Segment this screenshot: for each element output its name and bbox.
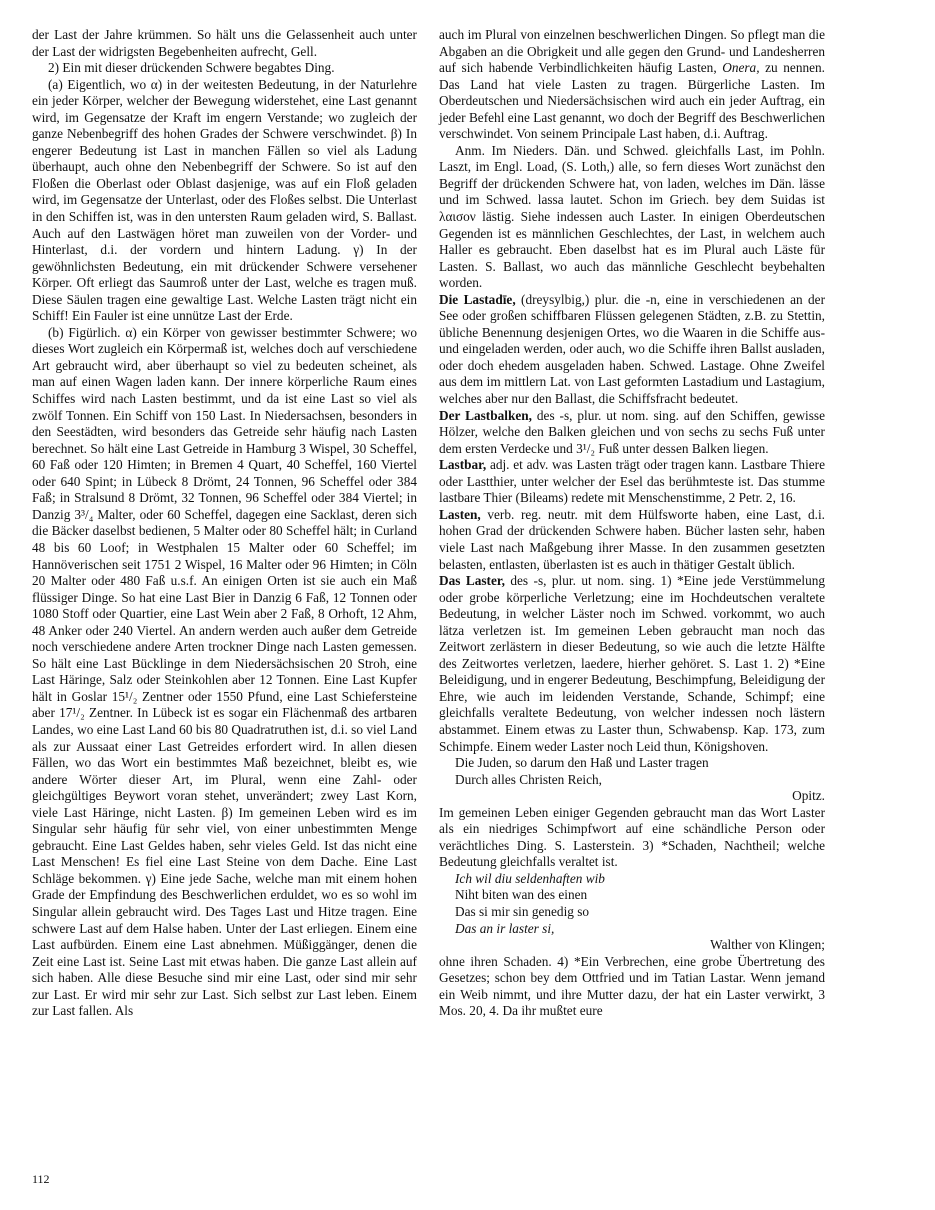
paragraph: Im gemeinen Leben einiger Gegenden gebraucht man das Wort Laster als ein niedriges Schimpfwort auf eine schändliche Person oder verächtliches Ding. S. Lasterstein. 3) *Schaden, Nachtheil; welche Bedeutung gleichfalls veraltet ist. [439, 804, 825, 870]
citation: Walther von Klingen; [710, 937, 825, 953]
paragraph: 2) Ein mit dieser drückenden Schwere begabtes Ding. [48, 60, 335, 76]
paragraph: (a) Eigentlich, wo α) in der weitesten Bedeutung, in der Naturlehre ein jeder Körper, welcher der Bewegung widerstehet, eine Last genannt wird, im Gegensatze der Kraft im engern Verstande; wo zugleich der ganze Nebenbegriff des hohen Grades der Schwere verschwindet. β) In engerer Bedeutung ist Last in manchen Fällen so viel als Ladung überhaupt, auch ohne den Nebenbegriff der Schwere. So ist auf den Floßen die Oberlast oder Oblast dasjenige, was auf ein Floß geladen wird, im Gegensatze der Unterlast, oder des Floßes selbst. Die Unterlast in den Schiffen ist, was in den untersten Raum geladen wird, S. Ballast. Auch auf den Lastwägen höret man zuweilen von der Vorder- und Hinterlast, d.i. der vordern und hintern Ladung. γ) In der gewöhnlichsten Bedeutung, ein mit drückender Schwere versehener Körper. Oft erliegt das Saumroß unter der Last, welche es tragen muß. Diese Säulen tragen eine gewaltige Last. Welche Lasten trägt nicht ein Schiff! Ein Fauler ist eine unnütze Last der Erde. [32, 76, 417, 324]
verse-line: Durch alles Christen Reich, [455, 771, 602, 787]
verse-line: Die Juden, so darum den Haß und Laster tragen [455, 755, 709, 771]
citation: Opitz. [792, 788, 825, 804]
annotation-paragraph: Anm. Im Nieders. Dän. und Schwed. gleichfalls Last, im Pohln. Laszt, im Engl. Load, (S. Loth,) alle, so fern dieses Wort zunächst den Begriff der drückenden Schwere hat, von laden, welches im Dän. lässe und im Schwed. lassa lautet. Schon im Griech. bey dem Suidas ist λαισον lästig. Siehe indessen auch Laster. In einigen Oberdeutschen Gegenden ist es männlichen Geschlechtes, der Last, in welchem auch Haller es gebraucht. Eben daselbst hat es im Plural auch Läste für Lasten. S. Ballast, wo auch das männliche Geschlecht beybehalten worden. [439, 142, 825, 291]
entry-lastbalken: Der Lastbalken, des -s, plur. ut nom. sing. auf den Schiffen, gewisse Hölzer, welche den Balken gleichen und von sechs zu sechs Fuß unter dem ersten Verdecke und 3¹/₂ Fuß unter dessen Balken liegen. [439, 407, 826, 456]
right-column [439, 27, 825, 1020]
verse-quote [439, 871, 825, 954]
headword: Die Lastadīe, [439, 291, 516, 307]
page-number: 112 [32, 1172, 50, 1186]
headword: Das Laster, [439, 573, 505, 589]
headword: Lastbar, [439, 457, 487, 473]
headword: Der Lastbalken, [439, 407, 532, 423]
paragraph: der Last der Jahre krümmen. So hält uns die Gelassenheit auch unter der Last der widrigsten Begebenheiten aufrecht, Gell. [32, 27, 417, 59]
verse-line: Niht biten wan des einen [455, 887, 588, 903]
entry-lasten: Lasten, verb. reg. neutr. mit dem Hülfsworte haben, eine Last, d.i. hohen Grad der drückenden Schwere haben. Bücher lasten sehr, haben viele Last nach Maßgebung ihrer Masse. In den zusammen gesetzten belasten, entlasten, überlasten ist es auch in thätiger Gestalt üblich. [439, 506, 825, 572]
verse-quote [439, 755, 825, 805]
headword: Lasten, [439, 506, 481, 522]
paragraph: ohne ihren Schaden. 4) *Ein Verbrechen, eine grobe Übertretung des Gesetzes; schon bey dem Ottfried und im Tatian Lastar. Wenn jemand ein Weib nimmt, und ihre Mutter dazu, der hat ein Laster verwirkt, 3 Mos. 20, 4. Da ihr mußtet eure [439, 953, 825, 1019]
left-column [32, 27, 417, 1020]
entry-lastbar: Lastbar, adj. et adv. was Lasten trägt oder tragen kann. Lastbare Thiere oder Lastthier, unter welcher der Esel das berühmteste ist. Das stumme lastbare Thier (Bileams) redete mit Menschenstimme, 2 Petr. 2, 16. [439, 457, 826, 506]
paragraph: auch im Plural von einzelnen beschwerlichen Dingen. So pflegt man die Abgaben an die Obrigkeit und alle gegen den Grund- und Landesherren auf sich habende Verbindlichkeiten häufig Lasten, Onera, zu nennen. Das Land hat viele Lasten zu tragen. Bürgerliche Lasten. Im Oberdeutschen und Niedersächsischen wird auch ein jeder Auftrag, ein jeder Befehl eine Last genannt, wo doch der Begriff des Beschwerlichen verschwindet. Von seinem Principale Last haben, d.i. Auftrag. [439, 27, 825, 142]
verse-line: Ich wil diu seldenhaften wib [455, 870, 605, 886]
entry-laster: Das Laster, des -s, plur. ut nom. sing. 1) *Eine jede Verstümmelung oder grobe körperliche Verletzung; eine im Hochdeutschen veraltete Bedeutung, in welcher Läster noch im Schwed. vorkommt, wo auch lätza verletzen ist. Im gemeinen Leben gebraucht man noch das Zeitwort zerlästern in dieser Bedeutung, so wie auch die letzte Hälfte des Zeitwortes verletzen, laedere, hierher gehöret. S. Last 1. 2) *Eine Beleidigung, und in engerer Bedeutung, Beschimpfung, Beleidigung der Ehre, wie auch im leidenden Verstande, Schande, Schimpf; eine gleichfalls veraltete Bedeutung, von welcher indessen noch lästern abstammet. Einem etwas zu Laster thun, Schwabensp. Kap. 173, zum Schimpfe. Einem weder Laster noch Leid thun, Königshoven. [439, 573, 826, 754]
verse-line: Das an ir laster si, [455, 920, 555, 936]
entry-lastadie: Die Lastadīe, (dreysylbig,) plur. die -n, eine in verschiedenen an der See oder großen schiffbaren Flüssen gelegenen Städten, z.B. zu Stettin, übliche Benennung desjenigen Ortes, wo die Waaren in die Schiffe aus- und eingeladen werden, oder auch, wo die Schiffe ihren Ballst ausladen, oder doch ehedem ausgeladen haben. Schwed. Lastage. Ohne Zweifel aus dem im mittlern Lat. von Last geformten Lastadium und Lastagium, welches aber nur den Ballast, die Schiffsfracht bedeutet. [439, 291, 825, 407]
verse-line: Das si mir sin genedig so [455, 903, 590, 919]
paragraph: (b) Figürlich. α) ein Körper von gewisser bestimmter Schwere; wo dieses Wort zugleich ein Körpermaß ist, welches doch auf verschiedene Art gebraucht wird, aber überhaupt so viel zu bedeuten scheinet, als man auf einen Wagen laden kann. Der innere körperliche Raum eines Schiffes wird nach Lasten bestimmt, und da ist eine Last so viel als zwölf Tonnen. Ein Schiff von 150 Last. In Niedersachsen, besonders in den Seestädten, wird besonders das Getreide sehr häufig nach Lasten berechnet. So hält eine Last Getreide in Hamburg 3 Wispel, 30 Scheffel, 60 Faß oder 120 Himten; in Bremen 4 Quart, 40 Scheffel, 160 Viertel oder 640 Spint; in Lübeck 8 Drömt, 24 Tonnen, 96 Scheffel oder 384 Faß; in Stralsund 8 Drömt, 32 Tonnen, 96 Scheffel oder 384 Viertel; in Danzig 3³/₄ Malter, oder 60 Scheffel, dagegen eine Sacklast, deren sich die Bäcker daselbst bedienen, 5 Malter oder 80 Scheffel hält; in Curland 48 bis 60 Loof; in Westphalen 15 Malter oder 60 Scheffel; im Hannöverischen seit 1751 2 Wispel, 16 Malter oder 96 Himten; in Cöln 20 Malter oder 480 Faß u.s.f. An einigen Orten ist sie auch ein Maß flüssiger Dinge. So hat eine Last Bier in Danzig 6 Faß, 12 Tonnen oder 1080 Stoff oder Quartier, eine Last Wein aber 2 Faß, 8 Orhoft, 12 Ahm, 48 Anker oder 240 Viertel. An andern werden auch außer dem Getreide noch verschiedene andere Arten trockner Dinge nach Lasten gemessen. So hält eine Last Bücklinge in dem Niedersächsischen 20 Stroh, eine Last Häringe, Salz oder Steinkohlen aber 12 Tonnen. Eine Last Kupfer hält in Goslar 15¹/₂ Zentner oder 1550 Pfund, eine Last Schiefersteine aber 17¹/₂ Zentner. In Lübeck ist es sogar ein Flächenmaß des artbaren Landes, wo eine Last Land 60 bis 80 Quadratruthen ist, d.i. so viel Land als zur Aussaat einer Last Getreides erfordert wird. In allen diesen Fällen, wo das Wort ein bestimmtes Maß bezeichnet, bleibt es, wie andere Wörter dieser Art, im Plural, wenn eine Zahl- oder gleichgültiges Beywort voran stehet, unverändert; zwey Last Korn, viele Last Häringe, nicht Lasten. β) Im gemeinen Leben wird es im Singular sehr häufig für sehr viel, von einer unbestimmten Menge gebraucht. Eine Last Geldes haben, sehr vieles Geld. Ist das nicht eine Last Menschen! Es fiel eine Last Steine von dem Dache. Eine Last Schläge bekommen. γ) Eine jede Sache, welche man mit einem hohen Grade der Empfindung des Beschwerlichen erduldet, wo es so wohl im Singular allein gebraucht wird. Des Tages Last und Hitze tragen. Eine schwere Last auf dem Halse haben. Unter der Last erliegen. Einem eine Last aufbürden. Einem eine Last abnehmen. Müßiggänger, denen die Zeit eine Last ist. Seine Last mit etwas haben. Die ganze Last allein auf sich haben. Alle diese Besuche sind mir eine Last, oder sind mir sehr zur Last. Er wird mir sehr zur Last. Sich selbst zur Last leben. Einem zur Last fallen. Als [32, 324, 417, 1019]
